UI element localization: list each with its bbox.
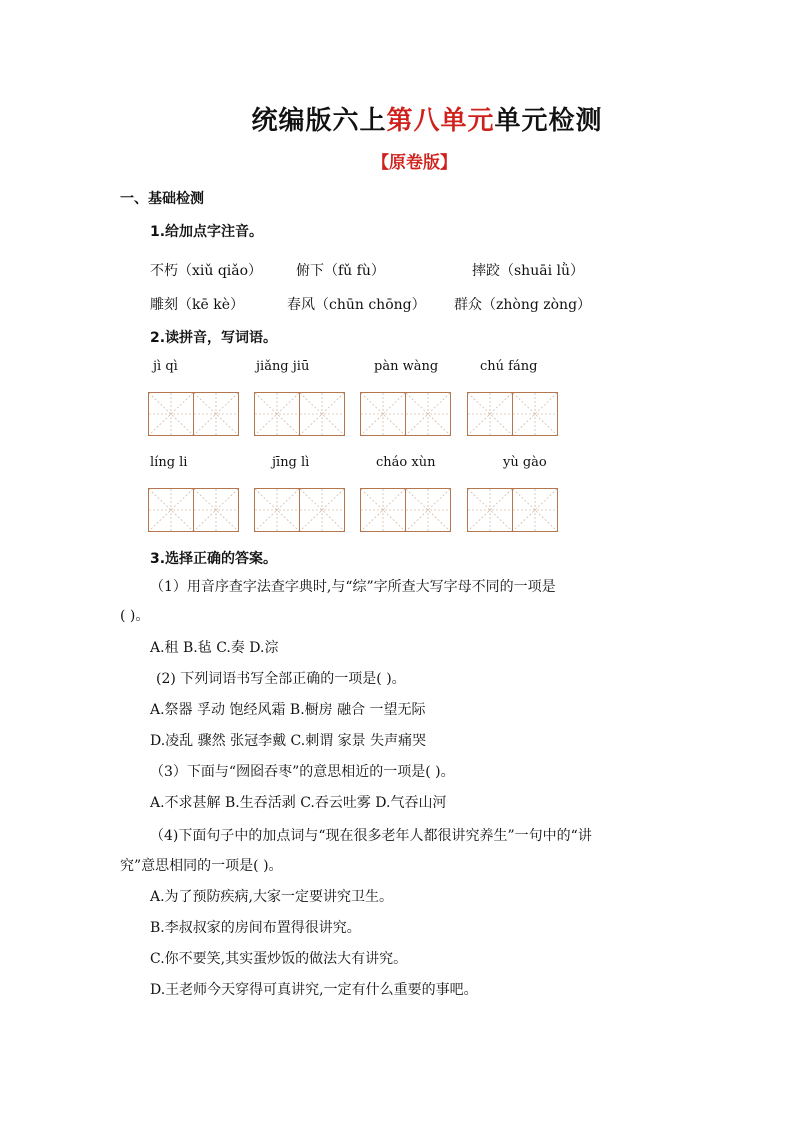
grid-cell[interactable] [193, 393, 238, 435]
q3-2-stem: (2) 下列词语书写全部正确的一项是( )。 [156, 671, 406, 687]
writing-grid[interactable] [148, 392, 239, 436]
grid-cell[interactable] [255, 393, 299, 435]
title-part3: 单元检测 [494, 106, 603, 136]
grid-cell[interactable] [512, 489, 557, 531]
pinyin-prompt: jīng lì [272, 455, 310, 470]
grid-cell[interactable] [405, 489, 450, 531]
q3-4-stem: （4)下面句子中的加点词与“现在很多老年人都很讲究养生”一句中的“讲 [150, 828, 592, 844]
pinyin-prompt: cháo xùn [376, 455, 436, 470]
writing-grid[interactable] [254, 392, 345, 436]
writing-grid[interactable] [148, 488, 239, 532]
pinyin-prompt: chú fáng [480, 359, 538, 374]
writing-grid[interactable] [254, 488, 345, 532]
q3-4-option: A.为了预防疾病,大家一定要讲究卫生。 [150, 889, 394, 905]
pinyin-prompt: yù gào [503, 455, 547, 470]
page-subtitle: 【原卷版】 [372, 153, 457, 173]
grid-cell[interactable] [149, 393, 193, 435]
q1-item: 俯下（fǔ fù） [296, 263, 385, 279]
title-part2: 第八单元 [386, 106, 495, 136]
pinyin-prompt: líng li [150, 455, 188, 470]
q1-item: 雕刻（kē kè） [150, 297, 244, 313]
grid-cell[interactable] [361, 393, 405, 435]
title-part1: 统编版六上 [251, 106, 387, 136]
grid-cell[interactable] [468, 489, 512, 531]
q3-4-stem-cont: 究”意思相同的一项是( )。 [120, 858, 283, 874]
q3-4-option: D.王老师今天穿得可真讲究,一定有什么重要的事吧。 [150, 982, 478, 998]
page-title [0, 100, 794, 137]
q3-4-option: C.你不要笑,其实蛋炒饭的做法大有讲究。 [150, 951, 408, 967]
q3-3-stem: （3）下面与“囫囵吞枣”的意思相近的一项是( )。 [150, 764, 455, 780]
grid-cell[interactable] [255, 489, 299, 531]
grid-cell[interactable] [299, 393, 344, 435]
q1-item: 摔跤（shuāi lǜ） [472, 263, 584, 279]
grid-cell[interactable] [361, 489, 405, 531]
pinyin-prompt: jiǎng jiū [256, 359, 310, 374]
grid-cell[interactable] [299, 489, 344, 531]
q2-label: 2.读拼音，写词语。 [150, 330, 278, 346]
writing-grid[interactable] [467, 392, 558, 436]
grid-cell[interactable] [149, 489, 193, 531]
grid-cell[interactable] [512, 393, 557, 435]
q3-1-options: A.租 B.毡 C.奏 D.淙 [150, 640, 279, 656]
q3-1-blank: ( )。 [120, 608, 150, 624]
q1-item: 春风（chūn chōng） [287, 297, 426, 313]
pinyin-prompt: jì qì [153, 359, 178, 374]
q3-4-option: B.李叔叔家的房间布置得很讲究。 [150, 920, 361, 936]
writing-grid[interactable] [360, 488, 451, 532]
q1-item: 不朽（xiǔ qiǎo） [150, 263, 263, 279]
q3-2-options: D.凌乱 骤然 张冠李戴 C.刺谓 家景 失声痛哭 [150, 733, 427, 749]
q1-label: 1.给加点字注音。 [150, 224, 264, 240]
q3-label: 3.选择正确的答案。 [150, 551, 278, 567]
pinyin-prompt: pàn wàng [374, 359, 439, 374]
q3-1-stem: （1）用音序查字法查字典时,与“综”字所查大写字母不同的一项是 [150, 579, 556, 595]
grid-cell[interactable] [468, 393, 512, 435]
q3-2-options: A.祭器 孚动 饱经风霜 B.橱房 融合 一望无际 [150, 702, 426, 718]
section-heading: 一、基础检测 [120, 191, 204, 207]
grid-cell[interactable] [193, 489, 238, 531]
q3-3-options: A.不求甚解 B.生吞活剥 C.吞云吐雾 D.气吞山河 [150, 795, 447, 811]
writing-grid[interactable] [467, 488, 558, 532]
grid-cell[interactable] [405, 393, 450, 435]
writing-grid[interactable] [360, 392, 451, 436]
q1-item: 群众（zhòng zòng） [454, 297, 592, 313]
